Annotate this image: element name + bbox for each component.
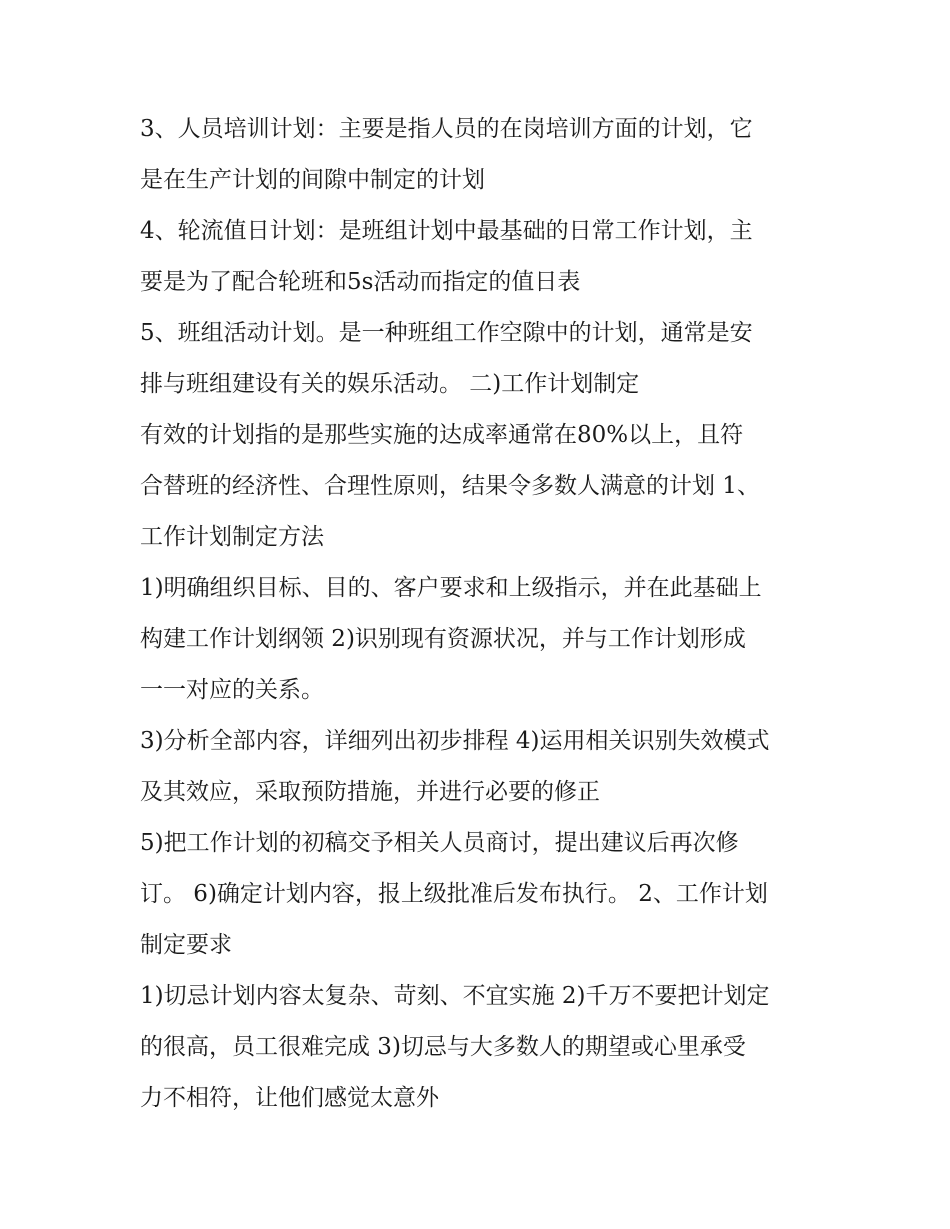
text-line: 排与班组建设有关的娱乐活动。 二)工作计划制定 [140,371,640,397]
text-line: 及其效应，采取预防措施，并进行必要的修正 [140,779,600,805]
text-line: 的很高，员工很难完成 3)切忌与大多数人的期望或心里承受 [140,1034,746,1060]
text-line: 制定要求 [140,932,232,958]
text-line: 订。 6)确定计划内容，报上级批准后发布执行。 2、工作计划 [140,881,768,907]
text-line: 1)切忌计划内容太复杂、苛刻、不宜实施 2)千万不要把计划定 [140,983,770,1009]
document-body [140,104,820,1124]
text-line: 5)把工作计划的初稿交予相关人员商讨，提出建议后再次修 [140,830,739,856]
text-line: 合替班的经济性、合理性原则，结果令多数人满意的计划 1、 [140,473,760,499]
text-line: 力不相符，让他们感觉太意外 [140,1085,439,1111]
text-line: 1)明确组织目标、目的、客户要求和上级指示，并在此基础上 [140,575,762,601]
text-line: 3)分析全部内容，详细列出初步排程 4)运用相关识别失效模式 [140,728,770,754]
text-line: 3、人员培训计划：主要是指人员的在岗培训方面的计划，它 [140,116,753,142]
text-line: 工作计划制定方法 [140,524,324,550]
text-line: 是在生产计划的间隙中制定的计划 [140,167,485,193]
text-line: 4、轮流值日计划：是班组计划中最基础的日常工作计划，主 [140,218,753,244]
text-line: 有效的计划指的是那些实施的达成率通常在80%以上，且符 [140,422,744,448]
text-line: 一一对应的关系。 [140,677,324,703]
text-line: 5、班组活动计划。是一种班组工作空隙中的计划，通常是安 [140,320,753,346]
text-line: 要是为了配合轮班和5s活动而指定的值日表 [140,269,581,295]
text-line: 构建工作计划纲领 2)识别现有资源状况，并与工作计划形成 [140,626,746,652]
